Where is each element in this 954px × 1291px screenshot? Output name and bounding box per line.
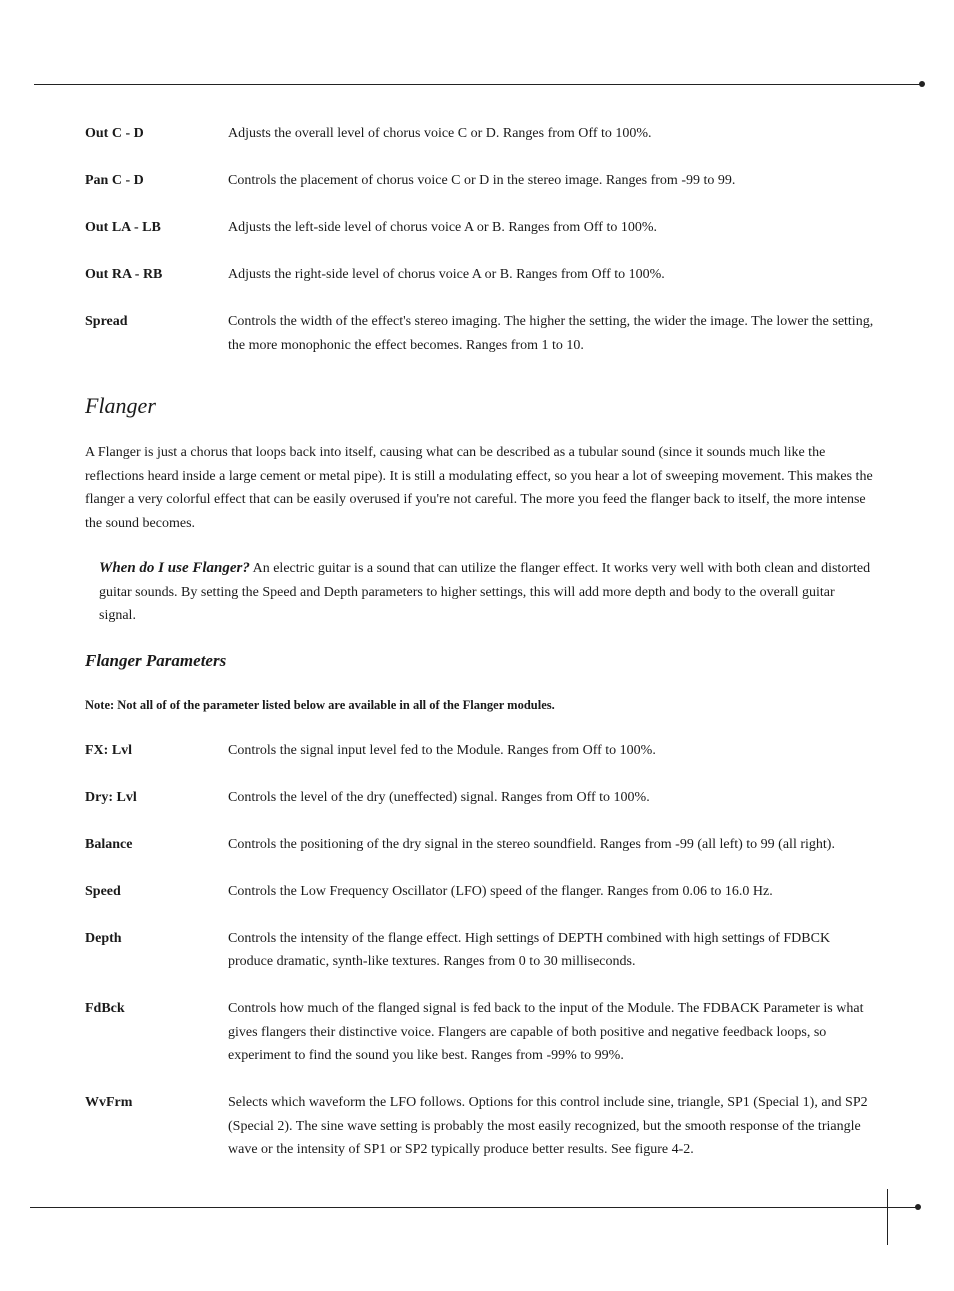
param-row (85, 216, 875, 240)
top-rule-dot (919, 81, 925, 87)
chorus-param-list (85, 122, 875, 357)
param-name: FX: Lvl (85, 742, 133, 758)
usage-text: An electric guitar is a sound that can utilize the flanger effect. It works very well with both clean and distorted guitar sounds. By setting the Speed and Depth parameters to higher settings, this will add more depth and body to the overall guitar signal. (99, 561, 871, 623)
param-name: Dry: Lvl (85, 789, 137, 805)
param-desc: Controls the signal input level fed to the Module. Ranges from Off to 100%. (228, 742, 656, 758)
param-row (85, 122, 875, 146)
intro-paragraph: A Flanger is just a chorus that loops back into itself, causing what can be described as a tubular sound (since it sounds much like the reflections heard inside a large cement or metal pipe). It is still a modulating effect, so you hear a lot of sweeping movement. This makes the flanger a very colorful effect that can be easily overused if you're not careful. The more you feed the flanger back to itself, the more intense the sound becomes. (85, 445, 873, 531)
param-row (85, 739, 875, 763)
param-desc: Adjusts the left-side level of chorus voice A or B. Ranges from Off to 100%. (228, 220, 657, 235)
usage-paragraph (99, 557, 875, 628)
param-name: Out LA - LB (85, 220, 161, 235)
bottom-rule (30, 1207, 918, 1208)
param-desc: Controls the placement of chorus voice C or D in the stereo image. Ranges from -99 to 99. (228, 173, 736, 188)
flanger-param-list (85, 739, 875, 1162)
bottom-crop-mark (887, 1189, 888, 1245)
param-desc: Adjusts the right-side level of chorus voice A or B. Ranges from Off to 100%. (228, 267, 665, 282)
param-desc: Controls the positioning of the dry signal in the stereo soundfield. Ranges from -99 (all left) to 99 (all right). (228, 836, 835, 852)
param-name: Depth (85, 930, 122, 946)
param-row (85, 263, 875, 287)
note-text: Note: Not all of of the parameter listed below are available in all of the Flanger modules. (85, 697, 555, 712)
param-desc: Controls the Low Frequency Oscillator (LFO) speed of the flanger. Ranges from 0.06 to 16.0 Hz. (228, 883, 773, 899)
param-row (85, 169, 875, 193)
param-row (85, 1091, 875, 1162)
param-row (85, 786, 875, 810)
bottom-rule-dot (915, 1204, 921, 1210)
param-name: Out RA - RB (85, 267, 163, 282)
subsection-title: Flanger Parameters (85, 650, 227, 670)
param-name: WvFrm (85, 1095, 133, 1110)
param-row (85, 310, 875, 357)
param-row (85, 880, 875, 904)
page-content (85, 122, 875, 1162)
usage-question: When do I use Flanger? (99, 560, 250, 576)
param-name: FdBck (85, 1001, 125, 1016)
param-desc: Selects which waveform the LFO follows. Options for this control include sine, triangle, SP1 (Special 1), and SP2 (Special 2). The sine wave setting is probably the most easily recognized, but the smooth response of the triangle wave or the intensity of SP1 or SP2 typically produce better results. See figure 4-2. (228, 1095, 868, 1157)
param-desc: Adjusts the overall level of chorus voice C or D. Ranges from Off to 100%. (228, 126, 652, 141)
top-rule (34, 84, 922, 85)
param-name: Balance (85, 836, 133, 852)
param-desc: Controls the level of the dry (uneffected) signal. Ranges from Off to 100%. (228, 789, 650, 805)
param-desc: Controls the width of the effect's stereo imaging. The higher the setting, the wider the image. The lower the setting, the more monophonic the effect becomes. Ranges from 1 to 10. (228, 314, 874, 353)
param-name: Out C - D (85, 126, 144, 141)
param-name: Pan C - D (85, 173, 144, 188)
section-title: Flanger (85, 393, 156, 418)
param-desc: Controls the intensity of the flange effect. High settings of DEPTH combined with high settings of FDBCK produce dramatic, synth-like textures. Ranges from 0 to 30 milliseconds. (228, 930, 831, 969)
param-name: Spread (85, 314, 128, 329)
param-row (85, 833, 875, 857)
param-desc: Controls how much of the flanged signal is fed back to the input of the Module. The FDBACK Parameter is what gives flangers their distinctive voice. Flangers are capable of both positive and negative feedback loops, so experiment to find the sound you like best. Ranges from -99% to 99%. (228, 1001, 864, 1063)
param-row (85, 997, 875, 1068)
param-row (85, 927, 875, 974)
param-name: Speed (85, 883, 121, 899)
